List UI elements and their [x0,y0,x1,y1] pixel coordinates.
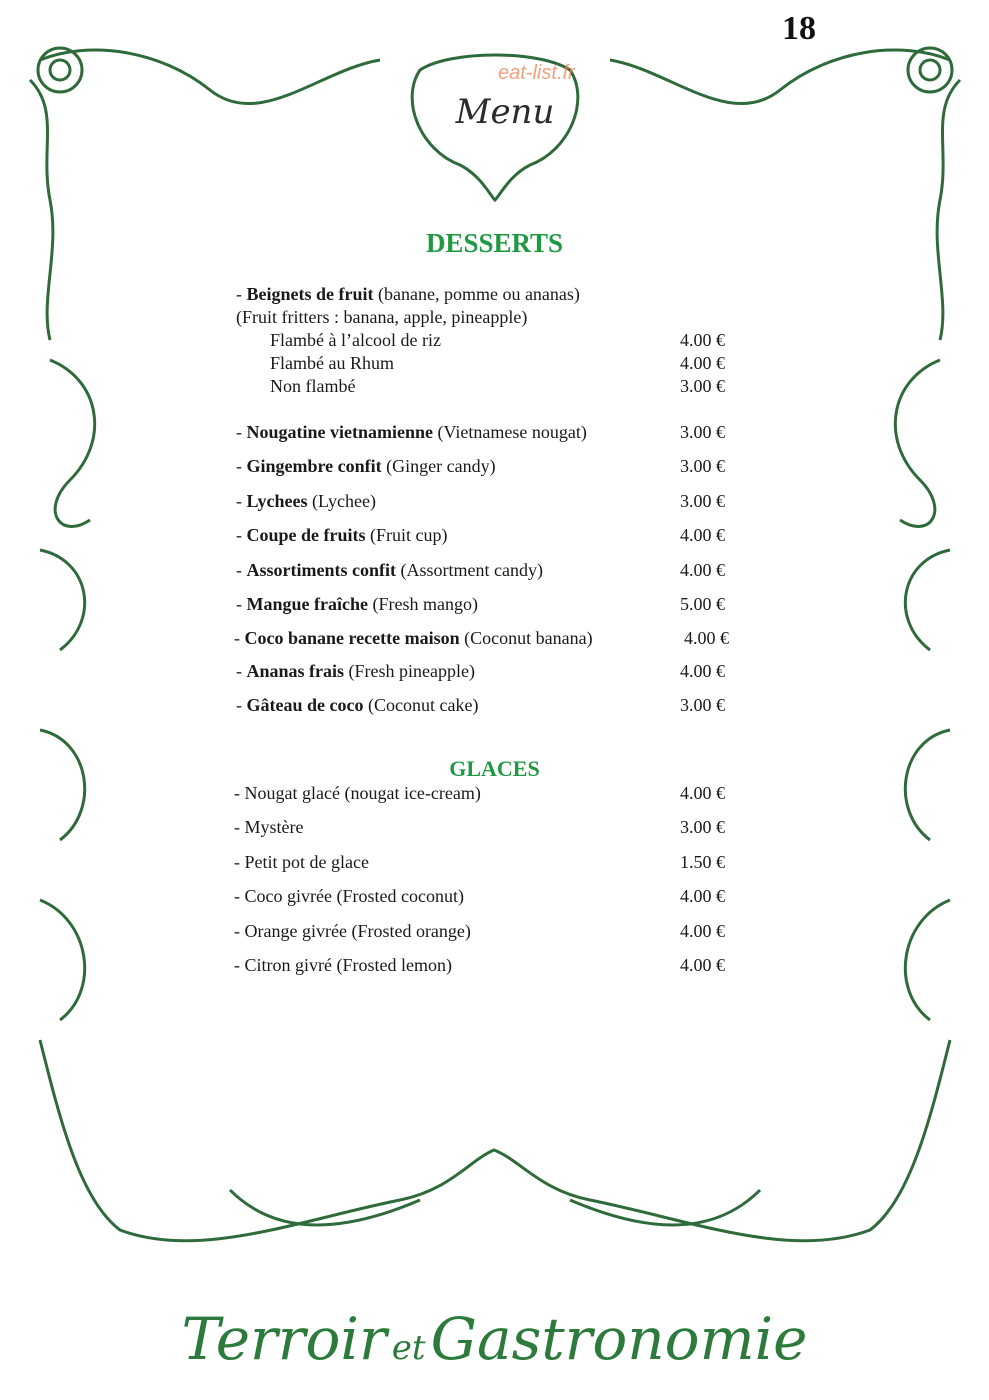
dessert-english: (Coconut banana) [464,628,593,648]
dessert-english: (Fresh mango) [372,594,478,614]
footer-word-gastronomie: Gastronomie [430,1305,808,1373]
glace-item: - Citron givré (Frosted lemon) [234,955,452,975]
dessert-price: 4.00 € [680,525,725,545]
dessert-english: (Vietnamese nougat) [437,422,587,442]
dessert-price: 4.00 € [684,628,729,648]
glace-price: 1.50 € [680,852,725,872]
dessert-english: (Ginger candy) [386,456,496,476]
glace-price: 4.00 € [680,783,725,803]
dessert-english: (Assortment candy) [400,560,543,580]
footer-slogan [0,1305,989,1373]
fritter-option-label: Flambé au Rhum [270,353,394,373]
fritters-heading: - Beignets de fruit (banane, pomme ou ananas) [236,284,580,304]
dessert-english: (Fruit cup) [370,525,448,545]
glace-price: 4.00 € [680,886,725,906]
glace-item: - Nougat glacé (nougat ice-cream) [234,783,481,803]
glace-label: Orange givrée (Frosted orange) [244,921,471,941]
glace-label: Petit pot de glace [244,852,369,872]
dessert-item: - Gâteau de coco (Coconut cake) [236,695,479,715]
glace-item: - Coco givrée (Frosted coconut) [234,886,464,906]
dessert-item: - Coupe de fruits (Fruit cup) [236,525,448,545]
dessert-name: Coco banane recette maison [244,628,460,648]
frame-bottom-scroll [40,1040,950,1241]
dessert-name: Nougatine vietnamienne [246,422,433,442]
menu-heading: Menu [455,92,555,132]
glace-label: Mystère [244,817,304,837]
dessert-item: - Gingembre confit (Ginger candy) [236,456,496,476]
glace-item: - Orange givrée (Frosted orange) [234,921,471,941]
dessert-name: Gingembre confit [246,456,382,476]
footer-word-et: et [391,1328,426,1368]
page-number: 18 [782,10,816,47]
footer-word-terroir: Terroir [181,1305,387,1373]
fritter-option-price: 4.00 € [680,330,725,350]
frame-top-left-scroll [40,50,380,104]
watermark-text: eat-list.fr [498,62,575,84]
fritter-option-price: 3.00 € [680,376,725,396]
dessert-item: - Ananas frais (Fresh pineapple) [236,661,475,681]
dessert-price: 3.00 € [680,491,725,511]
dessert-price: 5.00 € [680,594,725,614]
glace-label: Citron givré (Frosted lemon) [244,955,452,975]
fritter-option-label: Non flambé [270,376,356,396]
dessert-item: - Nougatine vietnamienne (Vietnamese nougat) [236,422,587,442]
frame-top-right-scroll [610,50,950,104]
fritters-name: Beignets de fruit [246,284,374,304]
dessert-price: 4.00 € [680,661,725,681]
desserts-title: DESSERTS [425,228,564,258]
dessert-price: 4.00 € [680,560,725,580]
fritters-english: (Fruit fritters : banana, apple, pineapple) [236,307,528,327]
glace-item: - Mystère [234,817,304,837]
glace-label: Coco givrée (Frosted coconut) [244,886,464,906]
dessert-name: Ananas frais [246,661,345,681]
dessert-name: Coupe de fruits [246,525,366,545]
dessert-price: 3.00 € [680,695,725,715]
dessert-item: - Assortiments confit (Assortment candy) [236,560,543,580]
glace-item: - Petit pot de glace [234,852,369,872]
glace-price: 4.00 € [680,921,725,941]
dessert-price: 3.00 € [680,456,725,476]
dessert-price: 3.00 € [680,422,725,442]
dessert-name: Gâteau de coco [246,695,364,715]
dessert-english: (Fresh pineapple) [348,661,475,681]
fritter-option-price: 4.00 € [680,353,725,373]
dessert-english: (Coconut cake) [367,695,479,715]
dessert-item: - Mangue fraîche (Fresh mango) [236,594,478,614]
glace-price: 3.00 € [680,817,725,837]
dessert-name: Lychees [246,491,308,511]
glace-label: Nougat glacé (nougat ice-cream) [244,783,481,803]
fritters-detail: (banane, pomme ou ananas) [377,284,580,304]
fritter-option-label: Flambé à l’alcool de riz [270,330,441,350]
glaces-title: GLACES [449,756,540,781]
dessert-name: Assortiments confit [246,560,396,580]
glace-price: 4.00 € [680,955,725,975]
dessert-item: - Lychees (Lychee) [236,491,376,511]
dessert-name: Mangue fraîche [246,594,368,614]
dessert-item: - Coco banane recette maison (Coconut banana) [234,628,593,648]
dessert-english: (Lychee) [312,491,376,511]
